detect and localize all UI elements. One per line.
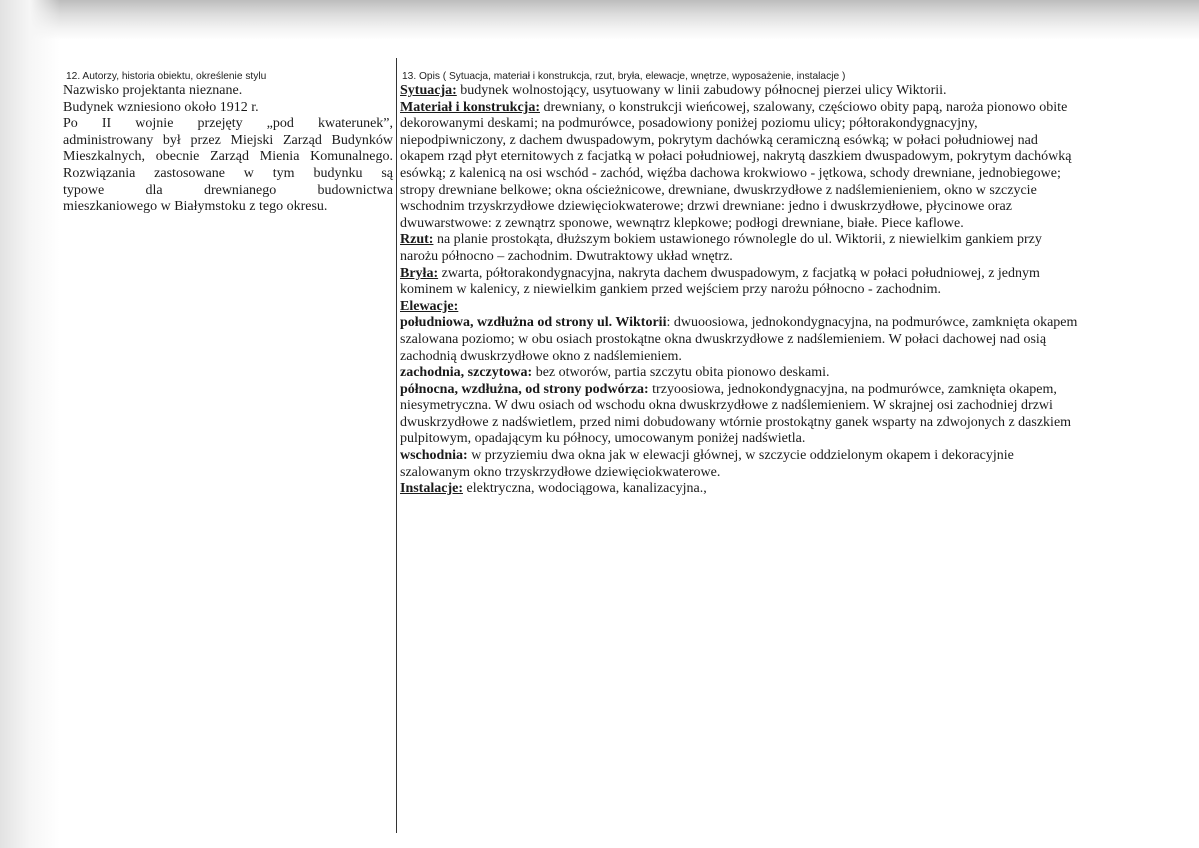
bryla-text: zwarta, półtorakondygnacyjna, nakryta dachem dwuspadowym, z facjatką w połaci południowej, z jednym: [438, 265, 1040, 281]
sytuacja-text: budynek wolnostojący, usytuowany w linii zabudowy północnej pierzei ulicy Wiktorii.: [456, 83, 947, 98]
history-line: Po II wojnie przejęty „pod kwaterunek”,: [63, 116, 393, 132]
zachodnia-label: zachodnia, szczytowa:: [400, 365, 533, 381]
rzut-line: narożu północno – zachodnim. Dwutraktowy układ wnętrz.: [400, 248, 733, 264]
wschodnia-paragraph: [400, 448, 1160, 465]
rzut-text: na planie prostokąta, dłuższym bokiem ustawionego równolegle do ul. Wiktorii, z niewielkim gankiem przy: [433, 232, 1042, 248]
description-header: 13. Opis ( Sytuacja, materiał i konstrukcja, rzut, bryła, elewacje, wnętrze, wyposażenie, instalacje ): [402, 71, 846, 82]
material-line: wschodnim trzyskrzydłowe dziewięciokwaterowe; drzwi drewniane: jedno i dwuskrzydłowe, płycinowe oraz: [400, 199, 1012, 215]
poludniowa-text: : dwuoosiowa, jednokondygnacyjna, na podmurówce, zamknięta okapem: [666, 315, 1078, 331]
history-line: Nazwisko projektanta nieznane.: [63, 83, 243, 98]
rzut-paragraph: [400, 232, 1160, 249]
bryla-paragraph: [400, 266, 1160, 283]
poludniowa-label: południowa, wzdłużna od strony ul. Wiktorii: [400, 315, 667, 331]
bryla-label: Bryła:: [400, 265, 439, 281]
column-divider: [396, 58, 397, 833]
polnocna-line: niesymetryczna. W dwu osiach od wschodu okna dwuskrzydłowe z nadślemieniem. W skrajnej osi zachodniej drzwi: [400, 398, 1053, 414]
polnocna-line: dwuskrzydłowe z nadświetlem, przed nimi dobudowany wtórnie prostokątny ganek wsparty na zdwojonych z daszkiem: [400, 414, 1072, 430]
instalacje-paragraph: [400, 481, 1160, 498]
sytuacja-label: Sytuacja:: [400, 83, 457, 98]
history-line: Budynek wzniesiono około 1912 r.: [63, 99, 259, 115]
zachodnia-paragraph: [400, 365, 1160, 382]
history-line: administrowany był przez Miejski Zarząd Budynków: [63, 132, 393, 148]
wschodnia-line: szalowanym okno trzyskrzydłowe dziewięciokwaterowe.: [400, 464, 721, 480]
polnocna-text: trzyoosiowa, jednokondygnacyjna, na podmurówce, zamknięta okapem,: [648, 381, 1057, 397]
material-line: okapem rząd płyt eternitowych z facjatką w połaci południowej, nakrytą daszkiem dwuspadowym, pokrytym dachówką: [400, 149, 1072, 165]
wschodnia-text: w przyziemiu dwa okna jak w elewacji głównej, w szczycie oddzielonym okapem i dekoracyjnie: [467, 448, 1014, 464]
description-section: [400, 70, 1160, 498]
poludniowa-line: zachodnią dwuskrzydłowe okno z nadślemieniem.: [400, 348, 682, 364]
history-line: Mieszkalnych, obecnie Zarząd Mienia Komunalnego.: [63, 149, 393, 165]
scan-shadow-top: [0, 0, 1199, 40]
bryla-line: kominem w kalenicy, z niewielkim gankiem przed wejściem przy narożu północno - zachodnim.: [400, 282, 942, 298]
instalacje-text: elektryczna, wodociągowa, kanalizacyjna.,: [463, 481, 707, 497]
material-line: dwuwarstwowe: z zewnątrz sponowe, wewnątrz klepkowe; podłogi drewniane, białe. Piece kaflowe.: [400, 215, 964, 231]
history-line: mieszkaniowego w Białymstoku z tego okresu.: [63, 199, 328, 215]
sytuacja-paragraph: [400, 83, 1160, 100]
material-paragraph: [400, 100, 1160, 117]
instalacje-label: Instalacje:: [400, 481, 463, 497]
history-header: 12. Autorzy, historia obiektu, określenie stylu: [66, 71, 267, 82]
history-line: Rozwiązania zastosowane w tym budynku są: [63, 165, 393, 181]
elewacje-label: Elewacje:: [400, 298, 459, 314]
history-line: typowe dla drewnianego budownictwa: [63, 182, 393, 198]
material-text: drewniany, o konstrukcji wieńcowej, szalowany, częściowo obity papą, naroża pionowo obite: [539, 99, 1068, 115]
poludniowa-line: szalowana poziomo; w obu osiach prostokątne okna dwuskrzydłowe z nadślemieniem. W połaci dachowej nad osią: [400, 331, 1047, 347]
material-label: Materiał i konstrukcja:: [400, 99, 540, 115]
history-section: [63, 70, 393, 216]
poludniowa-paragraph: [400, 315, 1160, 332]
material-line: niepodpiwniczony, z dachem dwuspadowym, pokrytym dachówką ceramiczną esówką; w połaci południowej nad: [400, 132, 1038, 148]
polnocna-label: północna, wzdłużna, od strony podwórza:: [400, 381, 649, 397]
material-line: dekorowanymi deskami; na podmurówce, posadowiony poniżej poziomu ulicy; półtorakondygnacyjny,: [400, 116, 978, 132]
zachodnia-text: bez otworów, partia szczytu obita pionowo deskami.: [532, 365, 830, 381]
rzut-label: Rzut:: [400, 232, 434, 248]
polnocna-line: pulpitowym, opadającym ku północy, umocowanym poniżej nadświetla.: [400, 431, 806, 447]
wschodnia-label: wschodnia:: [400, 448, 468, 464]
elewacje-heading: [400, 299, 1160, 316]
polnocna-paragraph: [400, 382, 1160, 399]
row-bar: [396, 497, 401, 513]
scan-shadow-left: [0, 0, 60, 848]
material-line: esówką; z kalenicą na osi wschód - zachód, więźba dachowa krokwiowo - jętkowa, schody drewniane, jednobiegowe;: [400, 165, 1061, 181]
material-line: stropy drewniane belkowe; okna ościeżnicowe, drewniane, dwuskrzydłowe z nadślemienieniem, okno w szczycie: [400, 182, 1037, 198]
